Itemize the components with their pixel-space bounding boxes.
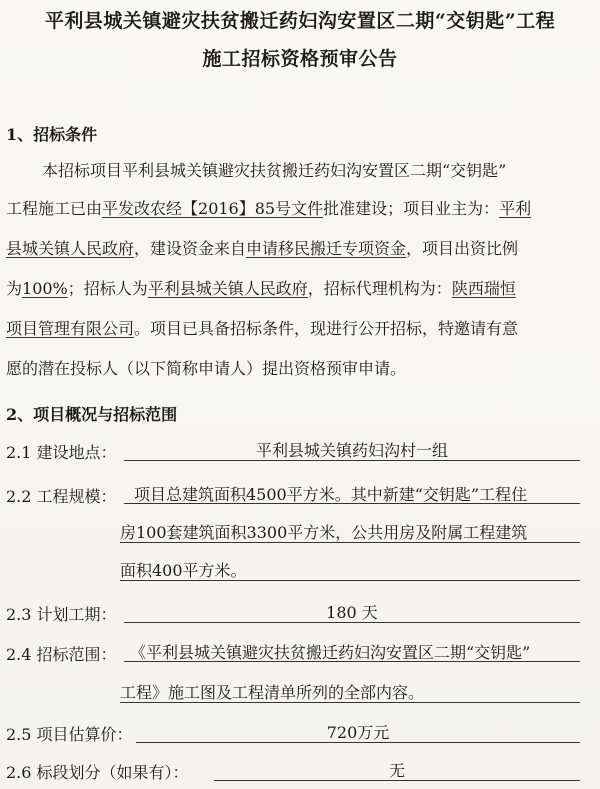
scale-label: 2.2 工程规模： — [6, 487, 117, 506]
scale-line3: 面积400平方米。 — [120, 558, 580, 581]
section1-line4 — [6, 272, 516, 306]
section2-heading: 2、项目概况与招标范围 — [6, 405, 178, 424]
period-value: 180 天 — [124, 600, 580, 623]
section1-line1-text: 本招标项目平利县城关镇避灾扶贫搬迁药妇沟安置区二期“交钥匙” — [42, 161, 507, 180]
document-title-line2: 施工招标资格预审公告 — [202, 48, 398, 70]
section1-line2-text-c: 批准建设；项目业主为： — [323, 199, 500, 218]
section1-heading: 1、招标条件 — [6, 125, 98, 144]
approval-document: 平发改农经【2016】85号文件 — [102, 199, 324, 218]
section1-line6-text: 愿的潜在投标人（以下简称申请人）提出资格预审申请。 — [6, 359, 407, 378]
owner-part1: 平利 — [499, 199, 532, 218]
funding-source: 申请移民搬迁专项资金 — [246, 239, 407, 258]
tenderer: 平利县城关镇人民政府 — [147, 279, 308, 298]
section1-line6 — [6, 352, 406, 386]
scope-label: 2.4 招标范围： — [6, 645, 117, 664]
lots-value: 无 — [214, 758, 580, 781]
price-label: 2.5 项目估算价： — [6, 725, 133, 744]
section1-line4-text-c: ；招标人为 — [67, 279, 148, 298]
price-value: 720万元 — [136, 720, 580, 743]
section1-line5 — [6, 312, 518, 346]
section1-line2-text-a: 工程施工已由 — [6, 199, 103, 218]
section1-line3-text-d: ，项目出资比例 — [406, 239, 519, 258]
agency-part1: 陕西瑞恒 — [451, 279, 516, 298]
lots-label: 2.6 标段划分（如果有）： — [6, 763, 189, 782]
scope-line1: 《平利县城关镇避灾扶贫搬迁药妇沟安置区二期“交钥匙” — [124, 640, 580, 662]
period-label: 2.3 计划工期： — [6, 605, 117, 624]
scope-line2: 工程》施工图及工程清单所列的全部内容。 — [120, 680, 580, 703]
section1-line4-text-e: ，招标代理机构为： — [307, 279, 452, 298]
site-label: 2.1 建设地点： — [6, 443, 117, 462]
site-value: 平利县城关镇药妇沟村一组 — [124, 438, 580, 461]
owner-part2: 县城关镇人民政府 — [6, 239, 135, 258]
section1-line3 — [6, 232, 518, 266]
section1-line5-text-b: 。项目已具备招标条件，现进行公开招标，特邀请有意 — [134, 319, 519, 338]
scale-line1: 项目总建筑面积4500平方米。其中新建“交钥匙”工程住 — [124, 482, 580, 504]
section1-line4-text-a: 为 — [6, 279, 23, 298]
section1-line2 — [6, 192, 531, 226]
document-title-line1: 平利县城关镇避灾扶贫搬迁药妇沟安置区二期“交钥匙”工程 — [44, 10, 556, 32]
funding-ratio: 100% — [22, 279, 68, 298]
section1-line3-text-b: ，建设资金来自 — [134, 239, 247, 258]
scale-line2: 房100套建筑面积3300平方米，公共用房及附属工程建筑 — [120, 520, 580, 543]
section1-line1 — [42, 154, 506, 188]
agency-part2: 项目管理有限公司 — [6, 319, 135, 338]
